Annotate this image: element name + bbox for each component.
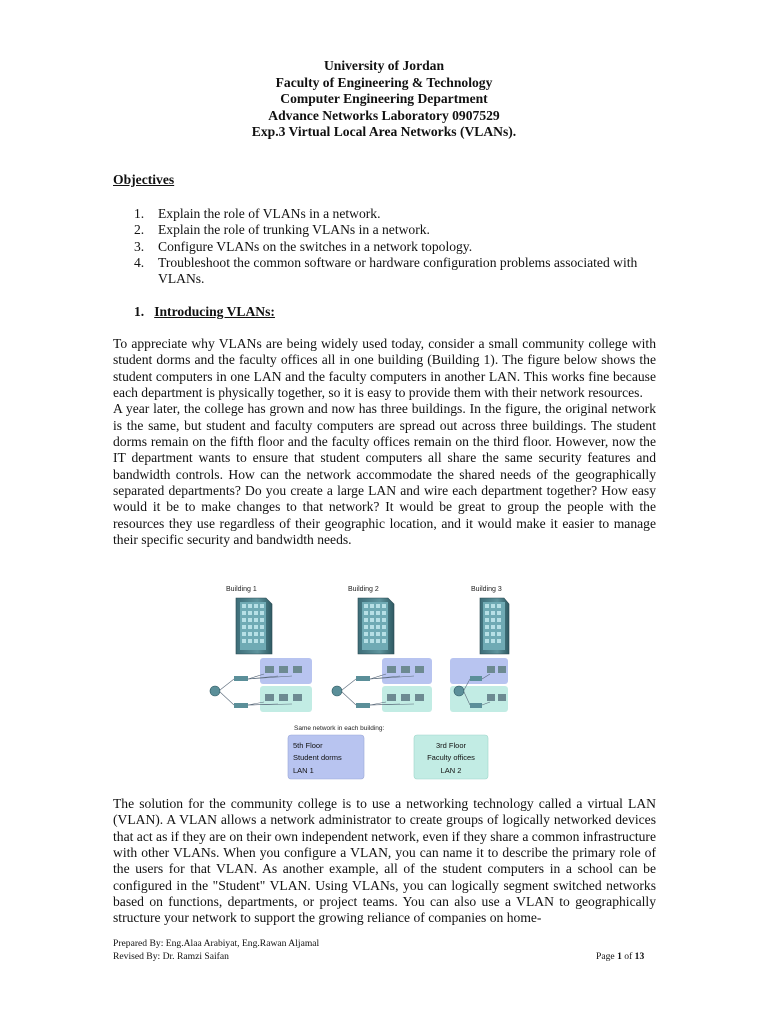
building-1-label: Building 1 <box>226 586 257 593</box>
page-number <box>596 951 644 962</box>
router-icon <box>210 686 220 696</box>
network-figure <box>198 578 510 786</box>
section-heading <box>134 304 275 320</box>
building-3-label: Building 3 <box>471 586 502 593</box>
list-item <box>113 222 658 238</box>
list-item <box>113 255 658 288</box>
list-item <box>113 206 658 222</box>
building-2-network <box>332 658 432 712</box>
building-2-label: Building 2 <box>348 586 379 593</box>
section-title: Introducing VLANs: <box>154 304 275 319</box>
footer-prepared-by: Prepared By: Eng.Alaa Arabiyat, Eng.Rawan Aljamal <box>113 938 320 949</box>
footer-revised-by: Revised By: Dr. Ramzi Saifan <box>113 950 229 962</box>
building-1-network <box>210 658 312 712</box>
building-3-icon <box>480 598 509 654</box>
switch-icon <box>234 703 248 708</box>
lan-2-name: LAN 2 <box>440 766 462 775</box>
paragraph: The solution for the community college is to use a networking technology called a virtual LAN (VLAN). A VLAN allows a network administrator to create groups of logically networked devices that act as if they are on their own independent network, even if they share a common infrastructure with other VLANs. When you configure a VLAN, you can name it to describe the primary role of the users for that VLAN. As another example, all of the student computers in a school can be configured in the "Student" VLAN. Using VLANs, you can logically segment switched networks based on functions, departments, or project teams. You can also use a VLAN to geographically structure your network to support the growing reliance of companies on home- <box>113 796 656 926</box>
lan-1-legend <box>288 735 364 779</box>
list-item-number: 2. <box>134 222 145 238</box>
list-item <box>113 239 658 255</box>
lan-2-group: Faculty offices <box>427 753 475 762</box>
page-word: Page <box>596 951 615 962</box>
lan-2-legend <box>414 735 488 779</box>
router-icon <box>454 686 464 696</box>
footer-credits <box>113 938 319 963</box>
building-3-network <box>450 658 508 712</box>
network-diagram <box>198 578 510 786</box>
lan-2-floor: 3rd Floor <box>435 741 467 750</box>
objectives-heading: Objectives <box>113 172 175 187</box>
list-item-number: 1. <box>134 206 145 221</box>
lan-1-floor: 5th Floor <box>293 741 323 750</box>
list-item-text: Troubleshoot the common software or hardware configuration problems associated with VLANs. <box>158 254 638 287</box>
intro-paragraphs <box>113 336 656 548</box>
list-item-number: 4. <box>134 254 145 270</box>
building-2-icon <box>358 598 394 654</box>
paragraph: A year later, the college has grown and now has three buildings. In the figure, the original network is the same, but student and faculty computers are spread out across three buildings. The student dorms remain on the fifth floor and the faculty offices remain on the third floor. However, now the IT department wants to ensure that student computers all share the same security features and bandwidth controls. How can the network accommodate the shared needs of the geographically separated departments? Do you create a large LAN and wire each department together? How easy would it be to make changes to that network? It would be great to group the people with the resources they use regardless of their geographic location, and it would make it easier to manage their specific security and bandwidth needs. <box>113 401 656 548</box>
building-1-icon <box>236 598 272 654</box>
course-name: Advance Networks Laboratory 0907529 <box>268 107 500 123</box>
list-item-text: Explain the role of trunking VLANs in a network. <box>158 222 430 238</box>
page-current: 1 <box>617 951 622 962</box>
lan-1-group: Student dorms <box>293 753 342 762</box>
department-name: Computer Engineering Department <box>280 91 488 106</box>
figure-caption: Same network in each building: <box>294 725 385 732</box>
faculty-name: Faculty of Engineering & Technology <box>275 74 493 90</box>
of-word: of <box>624 951 633 962</box>
page-total: 13 <box>634 951 645 962</box>
switch-icon <box>356 676 370 681</box>
list-item-text: Configure VLANs on the switches in a network topology. <box>158 238 473 254</box>
list-item-number: 3. <box>134 238 145 254</box>
objectives-list <box>113 206 658 287</box>
switch-icon <box>234 676 248 681</box>
switch-icon <box>470 703 482 708</box>
section-number: 1. <box>134 304 145 319</box>
router-icon <box>332 686 342 696</box>
switch-icon <box>356 703 370 708</box>
experiment-title: Exp.3 Virtual Local Area Networks (VLANs). <box>251 124 517 139</box>
lan-1-name: LAN 1 <box>293 766 314 775</box>
document-header <box>0 58 768 141</box>
university-name: University of Jordan <box>323 58 445 73</box>
paragraph: To appreciate why VLANs are being widely used today, consider a small community college with student dorms and the faculty offices all in one building (Building 1). The figure below shows the student computers in one LAN and the faculty computers in another LAN. This works fine because each department is physically together, so it is easy to provide them with their network resources. <box>113 336 656 401</box>
list-item-text: Explain the role of VLANs in a network. <box>158 206 381 221</box>
switch-icon <box>470 676 482 681</box>
